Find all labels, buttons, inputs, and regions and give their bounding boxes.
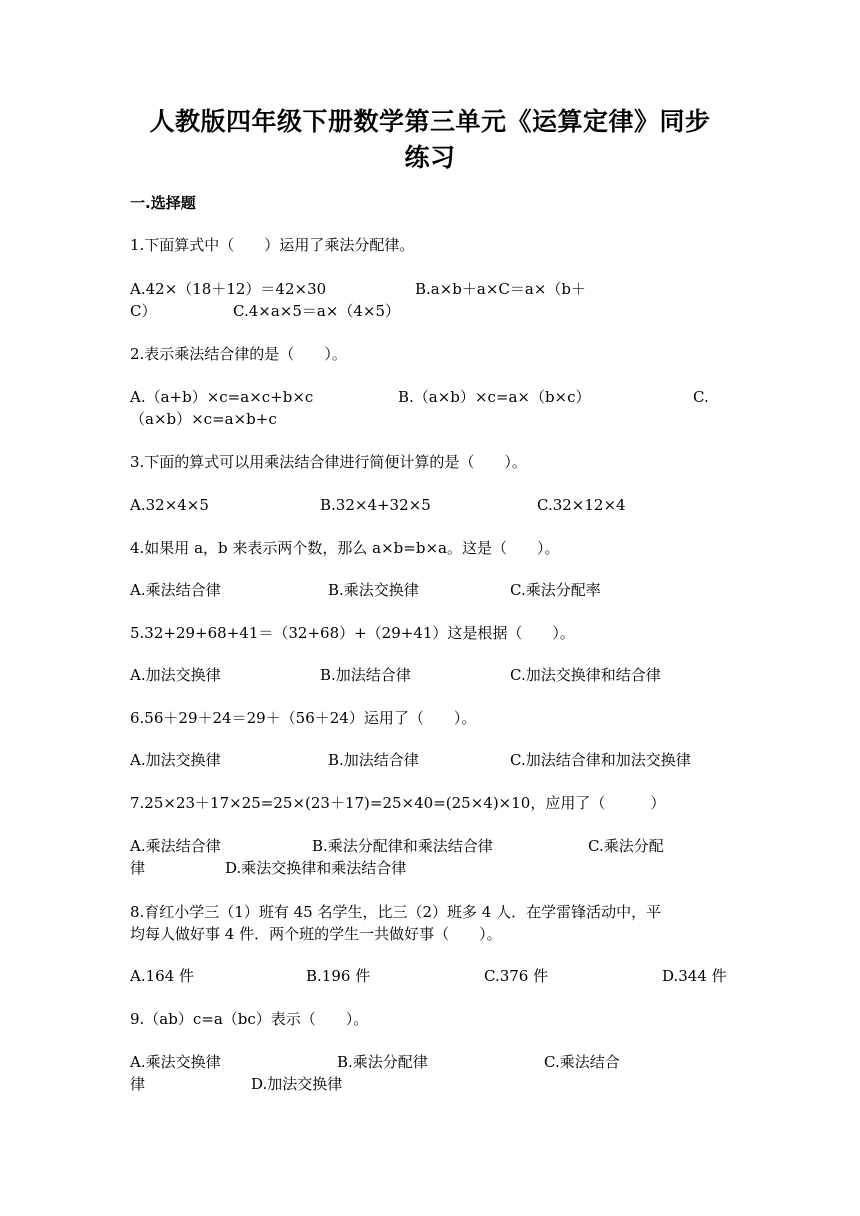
question-4-option-a: A.乘法结合律	[130, 581, 221, 599]
question-5-stem: 5.32+29+68+41＝（32+68）+（29+41）这是根据（ ）。	[130, 624, 575, 642]
question-2-option-a: A.（a+b）×c=a×c+b×c	[130, 388, 314, 406]
question-8-option-b: B.196 件	[306, 967, 371, 985]
question-6-option-c: C.加法结合律和加法交换律	[510, 751, 691, 769]
question-5-option-c: C.加法交换律和结合律	[510, 666, 661, 684]
worksheet-page	[130, 0, 730, 1216]
question-8-stem-line-1: 8.育红小学三（1）班有 45 名学生，比三（2）班多 4 人．在学雷锋活动中，平	[130, 903, 662, 921]
question-8-option-a: A.164 件	[130, 967, 194, 985]
question-9-option-c-cont: 律	[130, 1075, 146, 1093]
page-title	[130, 104, 730, 176]
question-3-option-c: C.32×12×4	[537, 496, 626, 514]
title-line-1: 人教版四年级下册数学第三单元《运算定律》同步	[149, 107, 711, 136]
question-8-stem-line-2: 均每人做好事 4 件．两个班的学生一共做好事（ ）。	[130, 925, 502, 943]
question-7-stem: 7.25×23＋17×25=25×(23＋17)=25×40=(25×4)×10，应用了（ ）	[130, 794, 666, 812]
question-7-option-d: D.乘法交换律和乘法结合律	[225, 859, 407, 877]
question-1-option-a: A.42×（18＋12）＝42×30	[130, 280, 327, 298]
question-6-option-a: A.加法交换律	[130, 751, 221, 769]
question-9-option-b: B.乘法分配律	[337, 1053, 428, 1071]
question-2-option-c: C.	[693, 388, 709, 406]
question-6-option-b: B.加法结合律	[328, 751, 419, 769]
question-1-option-b-cont: C）	[130, 302, 157, 320]
question-2-option-b: B.（a×b）×c=a×（b×c）	[398, 388, 591, 406]
section-heading: 一.选择题	[130, 194, 196, 212]
question-4-option-b: B.乘法交换律	[328, 581, 419, 599]
question-1-option-c: C.4×a×5＝a×（4×5）	[233, 302, 401, 320]
question-9-stem: 9.（ab）c=a（bc）表示（ ）。	[130, 1010, 369, 1028]
question-8-option-d: D.344 件	[662, 967, 727, 985]
question-9-option-d: D.加法交换律	[251, 1075, 343, 1093]
question-8-option-c: C.376 件	[484, 967, 549, 985]
question-3-option-a: A.32×4×5	[130, 496, 209, 514]
question-7-option-c-cont: 律	[130, 859, 146, 877]
question-7-option-a: A.乘法结合律	[130, 837, 221, 855]
question-2-stem: 2.表示乘法结合律的是（ ）。	[130, 345, 347, 363]
question-5-option-a: A.加法交换律	[130, 666, 221, 684]
question-4-option-c: C.乘法分配率	[510, 581, 601, 599]
question-3-option-b: B.32×4+32×5	[320, 496, 431, 514]
title-line-2: 练习	[404, 143, 456, 172]
question-3-stem: 3.下面的算式可以用乘法结合律进行简便计算的是（ ）。	[130, 453, 527, 471]
question-1-option-b: B.a×b＋a×C＝a×（b＋	[415, 280, 587, 298]
question-9-option-c: C.乘法结合	[544, 1053, 620, 1071]
question-7-option-b: B.乘法分配律和乘法结合律	[312, 837, 493, 855]
question-6-stem: 6.56＋29＋24＝29＋（56＋24）运用了（ ）。	[130, 709, 477, 727]
question-1-stem: 1.下面算式中（ ）运用了乘法分配律。	[130, 236, 415, 254]
question-7-option-c: C.乘法分配	[588, 837, 664, 855]
question-9-option-a: A.乘法交换律	[130, 1053, 221, 1071]
question-2-option-c-cont: （a×b）×c=a×b+c	[130, 410, 277, 428]
question-4-stem: 4.如果用 a，b 来表示两个数，那么 a×b=b×a。这是（ ）。	[130, 539, 560, 557]
question-5-option-b: B.加法结合律	[320, 666, 411, 684]
